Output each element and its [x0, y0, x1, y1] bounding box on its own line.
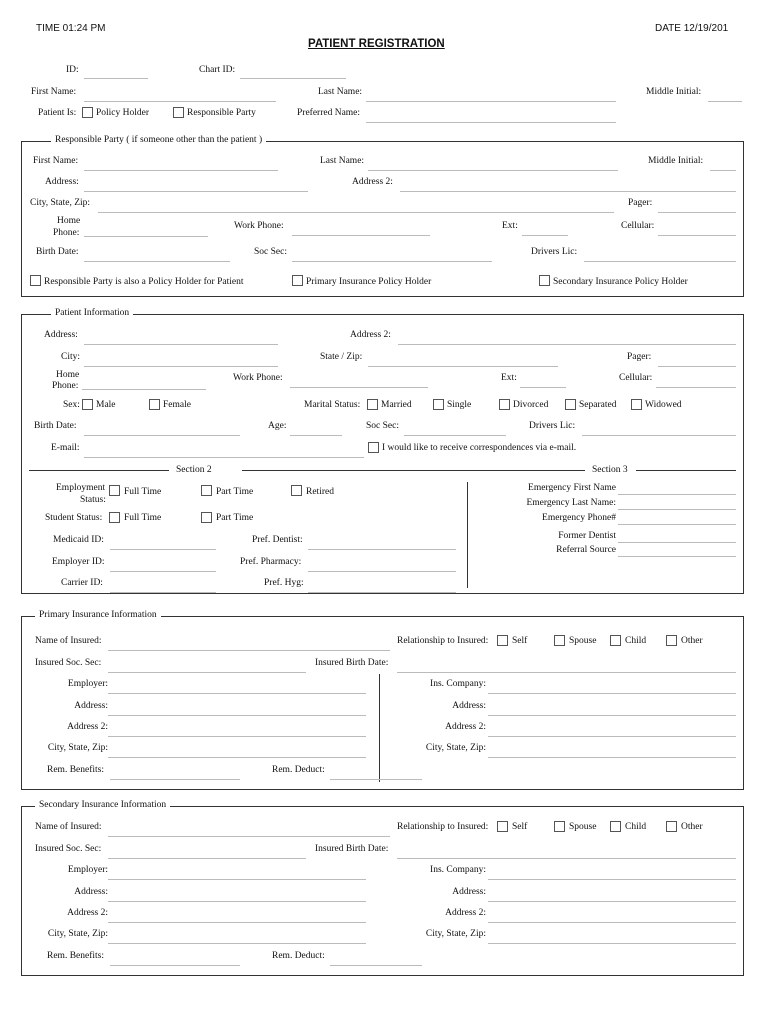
prim-divider [379, 674, 380, 782]
pi-single-label: Single [447, 400, 472, 410]
emp-retired-label: Retired [306, 487, 334, 497]
section-divider [467, 482, 468, 588]
sec-spouse-checkbox[interactable] [554, 821, 565, 832]
medicaid-label: Medicaid ID: [53, 535, 104, 545]
employer-id-field[interactable] [110, 571, 216, 572]
emp-full-time-checkbox[interactable] [109, 485, 120, 496]
last-name-label: Last Name: [318, 87, 363, 97]
prim-rem-benefits-label: Rem. Benefits: [47, 765, 104, 775]
student-part-time-label: Part Time [216, 513, 254, 523]
sec-ins-company-field[interactable] [488, 879, 736, 880]
prim-relationship-label: Relationship to Insured: [397, 636, 489, 646]
pi-married-label: Married [381, 400, 412, 410]
pi-cellular-field[interactable] [656, 387, 736, 388]
prim-ins-address2-field[interactable] [488, 736, 736, 737]
pi-married-checkbox[interactable] [367, 399, 378, 410]
pi-birth-date-label: Birth Date: [34, 421, 77, 431]
pi-soc-sec-field[interactable] [404, 435, 506, 436]
pref-dentist-field[interactable] [308, 549, 456, 550]
rp-secondary-holder-checkbox[interactable] [539, 275, 550, 286]
sec-birth-date-field[interactable] [397, 858, 736, 859]
pi-city-label: City: [61, 352, 81, 362]
sec-ins-company-label: Ins. Company: [430, 865, 486, 875]
pi-pager-field[interactable] [658, 366, 736, 367]
em-phone-field[interactable] [618, 524, 736, 525]
prim-employer-label: Employer: [67, 679, 108, 689]
prim-self-checkbox[interactable] [497, 635, 508, 646]
sec-rem-deduct-field[interactable] [330, 965, 422, 966]
sec-city-label: City, State, Zip: [47, 929, 108, 939]
prim-legend: Primary Insurance Information [35, 610, 161, 620]
em-first-field[interactable] [618, 494, 736, 495]
rp-work-phone-field[interactable] [292, 235, 430, 236]
student-full-time-checkbox[interactable] [109, 512, 120, 523]
rp-drivers-lic-field[interactable] [584, 261, 736, 262]
pi-home-label: Home [56, 370, 80, 380]
middle-initial-label: Middle Initial: [646, 87, 702, 97]
sec-ins-address2-label: Address 2: [445, 908, 486, 918]
referral-field[interactable] [618, 556, 736, 557]
rp-pager-field[interactable] [658, 212, 736, 213]
pi-male-label: Male [96, 400, 116, 410]
prim-ins-address2-label: Address 2: [445, 722, 486, 732]
responsible-party-checkbox[interactable] [173, 107, 184, 118]
pi-age-field[interactable] [290, 435, 342, 436]
pi-male-checkbox[interactable] [82, 399, 93, 410]
pi-divorced-label: Divorced [513, 400, 549, 410]
sec-relationship-label: Relationship to Insured: [397, 822, 489, 832]
pi-sex-label: Sex: [63, 400, 80, 410]
sec-rem-deduct-label: Rem. Deduct: [272, 951, 325, 961]
rp-legend: Responsible Party ( if someone other than the patient ) [51, 135, 266, 145]
rp-middle-initial-field[interactable] [710, 170, 736, 171]
prim-birth-date-field[interactable] [397, 672, 736, 673]
last-name-field[interactable] [366, 101, 616, 102]
sec-child-checkbox[interactable] [610, 821, 621, 832]
sec-rem-benefits-label: Rem. Benefits: [47, 951, 104, 961]
sec-ins-address2-field[interactable] [488, 922, 736, 923]
em-last-field[interactable] [618, 509, 736, 510]
sec-address2-field[interactable] [108, 922, 366, 923]
sec-name-insured-field[interactable] [108, 836, 390, 837]
student-part-time-checkbox[interactable] [201, 512, 212, 523]
pref-dentist-label: Pref. Dentist: [252, 535, 303, 545]
prim-spouse-checkbox[interactable] [554, 635, 565, 646]
prim-ins-address-label: Address: [452, 701, 486, 711]
prim-name-insured-field[interactable] [108, 650, 390, 651]
emp-part-time-label: Part Time [216, 487, 254, 497]
rp-work-phone-label: Work Phone: [234, 221, 284, 231]
pi-widowed-label: Widowed [645, 400, 682, 410]
prim-ins-company-label: Ins. Company: [430, 679, 486, 689]
section2-rule-left [29, 470, 169, 471]
pi-separated-checkbox[interactable] [565, 399, 576, 410]
prim-rem-deduct-label: Rem. Deduct: [272, 765, 325, 775]
emp-full-time-label: Full Time [124, 487, 162, 497]
rp-birth-date-label: Birth Date: [36, 247, 79, 257]
pi-divorced-checkbox[interactable] [499, 399, 510, 410]
pi-city-field[interactable] [84, 366, 278, 367]
sec-soc-sec-label: Insured Soc. Sec: [35, 844, 102, 854]
sec-employer-label: Employer: [67, 865, 108, 875]
pi-phone-label: Phone: [52, 381, 79, 391]
pi-address2-label: Address 2: [350, 330, 391, 340]
rp-cellular-field[interactable] [658, 235, 736, 236]
em-first-label: Emergency First Name [528, 483, 616, 493]
sec-spouse-label: Spouse [569, 822, 597, 832]
prim-soc-sec-label: Insured Soc. Sec: [35, 658, 102, 668]
prim-address2-label: Address 2: [67, 722, 108, 732]
prim-other-checkbox[interactable] [666, 635, 677, 646]
employment-label: Employment [56, 483, 106, 493]
rp-address2-label: Address 2: [352, 177, 393, 187]
carrier-id-field[interactable] [110, 592, 216, 593]
sec-employer-field[interactable] [108, 879, 366, 880]
rp-middle-initial-label: Middle Initial: [648, 156, 704, 166]
sec-address2-label: Address 2: [67, 908, 108, 918]
em-phone-label: Emergency Phone# [542, 513, 616, 523]
sec-child-label: Child [625, 822, 647, 832]
prim-spouse-label: Spouse [569, 636, 597, 646]
prim-rem-benefits-field[interactable] [110, 779, 240, 780]
pi-age-label: Age: [268, 421, 287, 431]
rp-birth-date-field[interactable] [84, 261, 230, 262]
pi-separated-label: Separated [579, 400, 617, 410]
sec-self-label: Self [512, 822, 528, 832]
prim-rem-deduct-field[interactable] [330, 779, 422, 780]
rp-home-phone-field[interactable] [84, 236, 208, 237]
policy-holder-checkbox[interactable] [82, 107, 93, 118]
pi-email-opt-label: I would like to receive correspondences via e-mail. [382, 443, 577, 453]
rp-ext-field[interactable] [522, 235, 568, 236]
rp-primary-holder-checkbox[interactable] [292, 275, 303, 286]
sec-other-label: Other [681, 822, 703, 832]
pi-email-label: E-mail: [51, 443, 80, 453]
pi-email-field[interactable] [84, 457, 364, 458]
prim-city-label: City, State, Zip: [47, 743, 108, 753]
pi-work-phone-label: Work Phone: [233, 373, 283, 383]
rp-soc-sec-field[interactable] [292, 261, 492, 262]
rp-city-label: City, State, Zip: [30, 198, 91, 208]
section2-heading: Section 2 [176, 465, 212, 475]
pref-pharmacy-label: Pref. Pharmacy: [240, 557, 302, 567]
pref-pharmacy-field[interactable] [308, 571, 456, 572]
date-stamp: DATE 12/19/201 [655, 23, 729, 34]
pi-drivers-lic-label: Drivers Lic: [529, 421, 576, 431]
pi-home-phone-field[interactable] [82, 389, 206, 390]
rp-address2-field[interactable] [400, 191, 736, 192]
preferred-name-label: Preferred Name: [297, 108, 361, 118]
prim-child-checkbox[interactable] [610, 635, 621, 646]
rp-first-name-label: First Name: [33, 156, 79, 166]
sec-ins-address-field[interactable] [488, 901, 736, 902]
rp-phone-label: Phone: [53, 228, 80, 238]
pref-hyg-field[interactable] [308, 592, 456, 593]
prim-self-label: Self [512, 636, 528, 646]
rp-cellular-label: Cellular: [621, 221, 655, 231]
sec-ins-city-field[interactable] [488, 943, 736, 944]
policy-holder-label: Policy Holder [96, 108, 150, 118]
pi-address2-field[interactable] [398, 344, 736, 345]
employment-status-label: Status: [80, 495, 106, 505]
rp-last-name-field[interactable] [368, 170, 618, 171]
rp-address-field[interactable] [84, 191, 308, 192]
rp-secondary-holder-label: Secondary Insurance Policy Holder [553, 277, 688, 287]
rp-drivers-lic-label: Drivers Lic: [531, 247, 578, 257]
medicaid-field[interactable] [110, 549, 216, 550]
pi-drivers-lic-field[interactable] [582, 435, 736, 436]
sec-birth-date-label: Insured Birth Date: [315, 844, 389, 854]
employer-id-label: Employer ID: [52, 557, 105, 567]
prim-other-label: Other [681, 636, 703, 646]
rp-first-name-field[interactable] [84, 170, 278, 171]
prim-address2-field[interactable] [108, 736, 366, 737]
rp-also-policy-holder-label: Responsible Party is also a Policy Holder for Patient [44, 277, 244, 287]
responsible-party-section [21, 141, 744, 297]
prim-child-label: Child [625, 636, 647, 646]
prim-ins-company-field[interactable] [488, 693, 736, 694]
sec-other-checkbox[interactable] [666, 821, 677, 832]
prim-ins-address-field[interactable] [488, 715, 736, 716]
pi-address-field[interactable] [84, 344, 278, 345]
time-stamp: TIME 01:24 PM [36, 23, 106, 34]
rp-home-label: Home [57, 216, 81, 226]
pi-female-checkbox[interactable] [149, 399, 160, 410]
pi-soc-sec-label: Soc Sec: [366, 421, 399, 431]
middle-initial-field[interactable] [708, 101, 742, 102]
rp-primary-holder-label: Primary Insurance Policy Holder [306, 277, 432, 287]
chart-id-label: Chart ID: [199, 65, 236, 75]
pi-marital-label: Marital Status: [304, 400, 361, 410]
emp-part-time-checkbox[interactable] [201, 485, 212, 496]
id-label: ID: [66, 65, 79, 75]
rp-ext-label: Ext: [502, 221, 518, 231]
sec-ins-address-label: Address: [452, 887, 486, 897]
chart-id-field[interactable] [240, 78, 346, 79]
pi-work-phone-field[interactable] [290, 387, 428, 388]
rp-last-name-label: Last Name: [320, 156, 365, 166]
sec-address-label: Address: [74, 887, 108, 897]
prim-employer-field[interactable] [108, 693, 366, 694]
prim-birth-date-label: Insured Birth Date: [315, 658, 389, 668]
carrier-id-label: Carrier ID: [61, 578, 103, 588]
pi-address-label: Address: [44, 330, 78, 340]
sec-ins-city-label: City, State, Zip: [425, 929, 486, 939]
sec-name-insured-label: Name of Insured: [35, 822, 102, 832]
section2-rule-right [242, 470, 585, 471]
preferred-name-field[interactable] [366, 122, 616, 123]
patient-is-label: Patient Is: [38, 108, 77, 118]
rp-pager-label: Pager: [628, 198, 653, 208]
referral-label: Referral Source [556, 545, 616, 555]
former-dentist-field[interactable] [618, 542, 736, 543]
rp-address-label: Address: [45, 177, 79, 187]
student-full-time-label: Full Time [124, 513, 162, 523]
rp-soc-sec-label: Soc Sec: [254, 247, 287, 257]
first-name-label: First Name: [31, 87, 77, 97]
id-field[interactable] [84, 78, 148, 79]
pi-pager-label: Pager: [627, 352, 652, 362]
prim-ins-city-label: City, State, Zip: [425, 743, 486, 753]
sec-legend: Secondary Insurance Information [35, 800, 170, 810]
sec-rem-benefits-field[interactable] [110, 965, 240, 966]
prim-address-label: Address: [74, 701, 108, 711]
sec-address-field[interactable] [108, 901, 366, 902]
first-name-field[interactable] [84, 101, 276, 102]
pi-state-zip-field[interactable] [368, 366, 558, 367]
prim-city-field[interactable] [108, 757, 366, 758]
responsible-party-label: Responsible Party [187, 108, 256, 118]
pi-ext-label: Ext: [501, 373, 517, 383]
page-title: PATIENT REGISTRATION [308, 38, 445, 50]
sec-self-checkbox[interactable] [497, 821, 508, 832]
pi-birth-date-field[interactable] [84, 435, 240, 436]
pi-ext-field[interactable] [520, 387, 566, 388]
pref-hyg-label: Pref. Hyg: [264, 578, 304, 588]
prim-name-insured-label: Name of Insured: [35, 636, 102, 646]
student-status-label: Student Status: [45, 513, 103, 523]
pi-state-zip-label: State / Zip: [320, 352, 363, 362]
section3-rule-right [636, 470, 736, 471]
rp-also-policy-holder-checkbox[interactable] [30, 275, 41, 286]
prim-address-field[interactable] [108, 715, 366, 716]
pi-legend: Patient Information [51, 308, 133, 318]
pi-single-checkbox[interactable] [433, 399, 444, 410]
em-last-label: Emergency Last Name: [526, 498, 616, 508]
sec-city-field[interactable] [108, 943, 366, 944]
rp-city-field[interactable] [98, 212, 614, 213]
prim-ins-city-field[interactable] [488, 757, 736, 758]
pi-email-opt-checkbox[interactable] [368, 442, 379, 453]
pi-widowed-checkbox[interactable] [631, 399, 642, 410]
sec-soc-sec-field[interactable] [108, 858, 306, 859]
pi-cellular-label: Cellular: [619, 373, 653, 383]
former-dentist-label: Former Dentist [558, 531, 616, 541]
prim-soc-sec-field[interactable] [108, 672, 306, 673]
section3-heading: Section 3 [592, 465, 628, 475]
pi-female-label: Female [163, 400, 191, 410]
emp-retired-checkbox[interactable] [291, 485, 302, 496]
